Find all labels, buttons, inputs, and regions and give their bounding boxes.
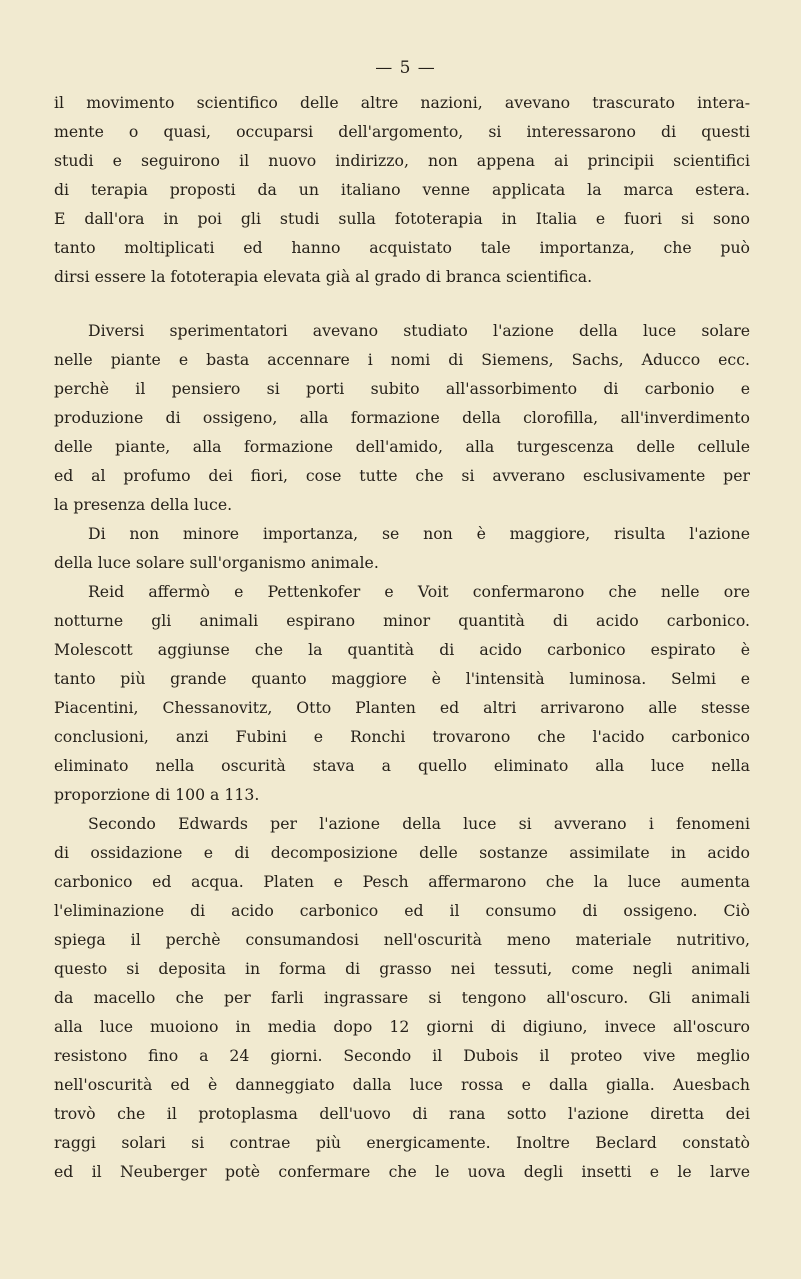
text-line: nelle piante e basta accennare i nomi di Siemens, Sachs, Aducco ecc. bbox=[54, 350, 750, 369]
text-line: nell'oscurità ed è danneggiato dalla luce rossa e dalla gialla. Auesbach bbox=[54, 1075, 750, 1094]
text-line: ed il Neuberger potè confermare che le uova degli insetti e le larve bbox=[54, 1162, 750, 1181]
text-line: di ossidazione e di decomposizione delle sostanze assimilate in acido bbox=[54, 843, 750, 862]
page-number: — 5 — bbox=[375, 58, 436, 78]
text-line: resistono fino a 24 giorni. Secondo il Dubois il proteo vive meglio bbox=[54, 1046, 750, 1065]
text-line: l'eliminazione di acido carbonico ed il consumo di ossigeno. Ciò bbox=[54, 901, 750, 920]
text-line: produzione di ossigeno, alla formazione della clorofilla, all'inverdimento bbox=[54, 408, 750, 427]
text-line: proporzione di 100 a 113. bbox=[54, 785, 260, 804]
text-line: trovò che il protoplasma dell'uovo di rana sotto l'azione diretta dei bbox=[54, 1104, 750, 1123]
text-line: della luce solare sull'organismo animale. bbox=[54, 553, 379, 572]
text-line: il movimento scientifico delle altre nazioni, avevano trascurato intera- bbox=[54, 93, 750, 112]
text-line: studi e seguirono il nuovo indirizzo, non appena ai principii scientifici bbox=[54, 151, 750, 170]
text-line: spiega il perchè consumandosi nell'oscurità meno materiale nutritivo, bbox=[54, 930, 750, 949]
text-line: Reid affermò e Pettenkofer e Voit confermarono che nelle ore bbox=[88, 582, 750, 601]
text-line: di terapia proposti da un italiano venne applicata la marca estera. bbox=[54, 180, 750, 199]
text-line: tanto più grande quanto maggiore è l'intensità luminosa. Selmi e bbox=[54, 669, 750, 688]
text-line: da macello che per farli ingrassare si tengono all'oscuro. Gli animali bbox=[54, 988, 750, 1007]
text-line: conclusioni, anzi Fubini e Ronchi trovarono che l'acido carbonico bbox=[54, 727, 750, 746]
text-line: la presenza della luce. bbox=[54, 495, 233, 514]
text-line: ed al profumo dei fiori, cose tutte che si avverano esclusivamente per bbox=[54, 466, 750, 485]
text-line: dirsi essere la fototerapia elevata già al grado di branca scientifica. bbox=[54, 267, 593, 286]
text-line: carbonico ed acqua. Platen e Pesch affermarono che la luce aumenta bbox=[54, 872, 750, 891]
text-line: notturne gli animali espirano minor quantità di acido carbonico. bbox=[54, 611, 750, 630]
text-line: delle piante, alla formazione dell'amido, alla turgescenza delle cellule bbox=[54, 437, 750, 456]
text-line: questo si deposita in forma di grasso nei tessuti, come negli animali bbox=[54, 959, 750, 978]
text-line: Secondo Edwards per l'azione della luce si avverano i fenomeni bbox=[88, 814, 750, 833]
text-line: tanto moltiplicati ed hanno acquistato tale importanza, che può bbox=[54, 238, 750, 257]
text-line: E dall'ora in poi gli studi sulla fototerapia in Italia e fuori si sono bbox=[54, 209, 750, 228]
text-line: Di non minore importanza, se non è maggiore, risulta l'azione bbox=[88, 524, 750, 543]
text-line: mente o quasi, occuparsi dell'argomento, si interessarono di questi bbox=[54, 122, 750, 141]
text-line: Molescott aggiunse che la quantità di acido carbonico espirato è bbox=[54, 640, 750, 659]
text-line: raggi solari si contrae più energicamente. Inoltre Beclard constatò bbox=[54, 1133, 750, 1152]
text-line: eliminato nella oscurità stava a quello eliminato alla luce nella bbox=[54, 756, 750, 775]
text-line: alla luce muoiono in media dopo 12 giorni di digiuno, invece all'oscuro bbox=[54, 1017, 750, 1036]
text-line: Diversi sperimentatori avevano studiato l'azione della luce solare bbox=[88, 321, 750, 340]
text-line: Piacentini, Chessanovitz, Otto Planten ed altri arrivarono alle stesse bbox=[54, 698, 750, 717]
text-line: perchè il pensiero si porti subito all'assorbimento di carbonio e bbox=[54, 379, 750, 398]
